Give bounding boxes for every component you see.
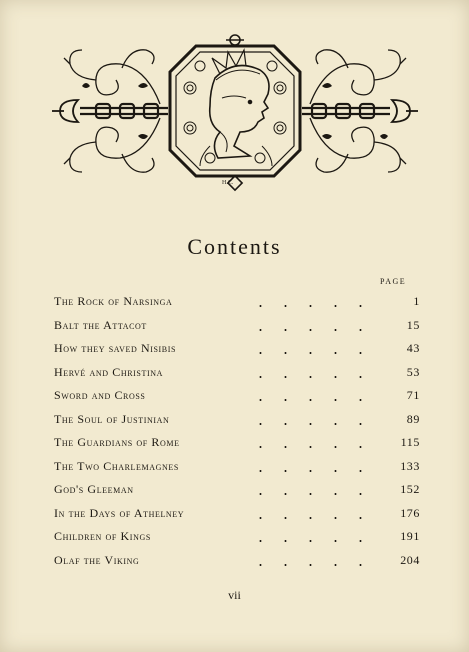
entry-title: Balt the Attacot (54, 317, 147, 332)
list-item (54, 314, 420, 338)
headpiece-ornament (50, 28, 420, 196)
leader-dots (242, 431, 384, 455)
leader-dots (242, 549, 384, 573)
leader-dots (242, 314, 384, 338)
list-item (54, 431, 420, 455)
leader-dots (242, 525, 384, 549)
entry-title: The Soul of Justinian (54, 411, 170, 426)
entry-page-number: 152 (400, 482, 420, 496)
leader-dots (242, 361, 384, 385)
leader-dots (242, 384, 384, 408)
entry-title: Hervé and Christina (54, 364, 163, 379)
entry-title: How they saved Nisibis (54, 341, 177, 355)
entry-page-number: 89 (406, 411, 420, 426)
entry-title: Children of Kings (54, 529, 151, 543)
list-item (54, 361, 420, 385)
entry-title: In the Days of Athelney (54, 505, 185, 520)
list-item (54, 455, 420, 479)
page-number: vii (228, 588, 241, 602)
list-item (54, 525, 420, 549)
list-item (54, 478, 420, 502)
entry-title: The Guardians of Rome (54, 435, 180, 449)
entry-page-number: 115 (400, 435, 420, 449)
entry-page-number: 191 (400, 529, 420, 543)
list-item (54, 549, 420, 573)
entry-page-number: 53 (406, 364, 420, 379)
leader-dots (242, 290, 384, 314)
list-item (54, 384, 420, 408)
entry-title: Sword and Cross (54, 388, 146, 402)
entry-page-number: 204 (400, 552, 420, 567)
leader-dots (242, 455, 384, 479)
list-item (54, 337, 420, 361)
leader-dots (242, 478, 384, 502)
entry-page-number: 176 (400, 505, 420, 520)
leader-dots (242, 408, 384, 432)
entry-title: God's Gleeman (54, 482, 134, 496)
entry-page-number: 43 (406, 341, 420, 355)
leader-dots (242, 337, 384, 361)
list-item (54, 502, 420, 526)
list-item (54, 408, 420, 432)
entry-page-number: 133 (400, 458, 420, 473)
leader-dots (242, 502, 384, 526)
entry-page-number: 71 (406, 388, 420, 402)
entry-title: The Rock of Narsinga (54, 294, 173, 308)
entry-page-number: 15 (406, 317, 420, 332)
entry-title: Olaf the Viking (54, 552, 140, 567)
page-column-label: PAGE (380, 277, 407, 286)
entry-page-number: 1 (413, 294, 420, 308)
page-title: Contents (187, 234, 282, 259)
list-item (54, 290, 420, 314)
contents-list (54, 290, 420, 572)
entry-title: The Two Charlemagnes (54, 458, 179, 473)
ornament-initials: H.C. (222, 180, 234, 186)
